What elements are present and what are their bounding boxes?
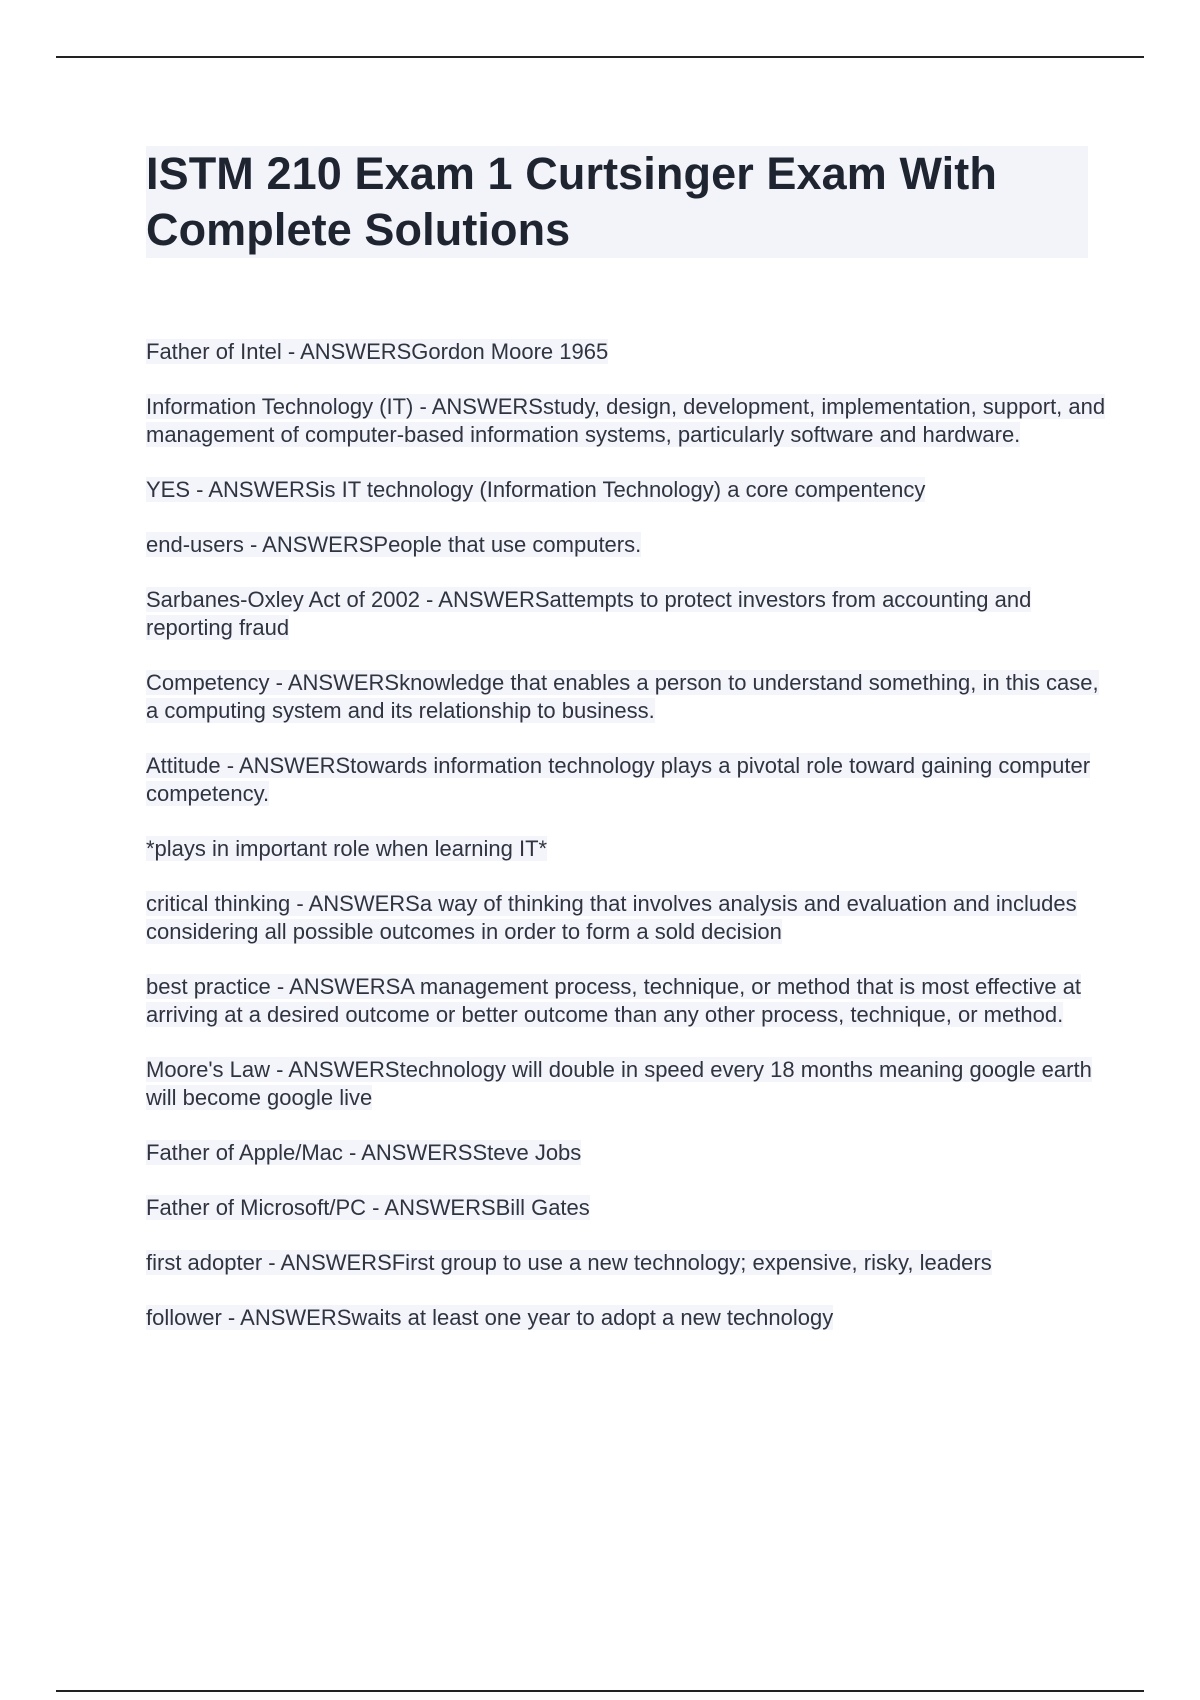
qa-entry-text: Attitude - ANSWERStowards information technology plays a pivotal role toward gaining computer competency. [146,753,1091,806]
qa-entry [146,1249,1106,1277]
qa-entry-text: Sarbanes-Oxley Act of 2002 - ANSWERSattempts to protect investors from accounting and reporting fraud [146,587,1032,640]
page-bottom-rule [56,1690,1144,1692]
qa-entry [146,393,1106,449]
document-title: ISTM 210 Exam 1 Curtsinger Exam With Complete Solutions [146,148,997,255]
qa-entry [146,890,1106,946]
qa-entry [146,1139,1106,1167]
qa-entry-text: follower - ANSWERSwaits at least one year to adopt a new technology [146,1305,834,1330]
qa-entry-text: Father of Intel - ANSWERSGordon Moore 1965 [146,339,609,364]
qa-entry [146,752,1106,808]
qa-entry [146,338,1106,366]
page-top-rule [56,56,1144,58]
qa-entry-text: Moore's Law - ANSWERStechnology will double in speed every 18 months meaning google earth will become google live [146,1057,1092,1110]
qa-entry [146,835,1106,863]
qa-entry [146,1056,1106,1112]
qa-entry-text: YES - ANSWERSis IT technology (Information Technology) a core compentency [146,477,926,502]
qa-entry-text: first adopter - ANSWERSFirst group to use a new technology; expensive, risky, leaders [146,1250,992,1275]
qa-entry-text: end-users - ANSWERSPeople that use computers. [146,532,642,557]
qa-list [146,338,1106,1359]
qa-entry [146,586,1106,642]
qa-entry-text: Father of Apple/Mac - ANSWERSSteve Jobs [146,1140,582,1165]
qa-entry-text: *plays in important role when learning IT* [146,836,548,861]
qa-entry [146,1194,1106,1222]
qa-entry [146,669,1106,725]
qa-entry-text: Competency - ANSWERSknowledge that enables a person to understand something, in this case, a computing system and its relationship to business. [146,670,1099,723]
qa-entry-text: Father of Microsoft/PC - ANSWERSBill Gates [146,1195,590,1220]
qa-entry [146,531,1106,559]
qa-entry [146,476,1106,504]
qa-entry-text: critical thinking - ANSWERSa way of thinking that involves analysis and evaluation and includes considering all possible outcomes in order to form a sold decision [146,891,1077,944]
qa-entry [146,973,1106,1029]
qa-entry-text: best practice - ANSWERSA management process, technique, or method that is most effective at arriving at a desired outcome or better outcome than any other process, technique, or method. [146,974,1082,1027]
qa-entry-text: Information Technology (IT) - ANSWERSstudy, design, development, implementation, support, and management of computer-based information systems, particularly software and hardware. [146,394,1106,447]
qa-entry [146,1304,1106,1332]
title-block [146,146,1088,258]
